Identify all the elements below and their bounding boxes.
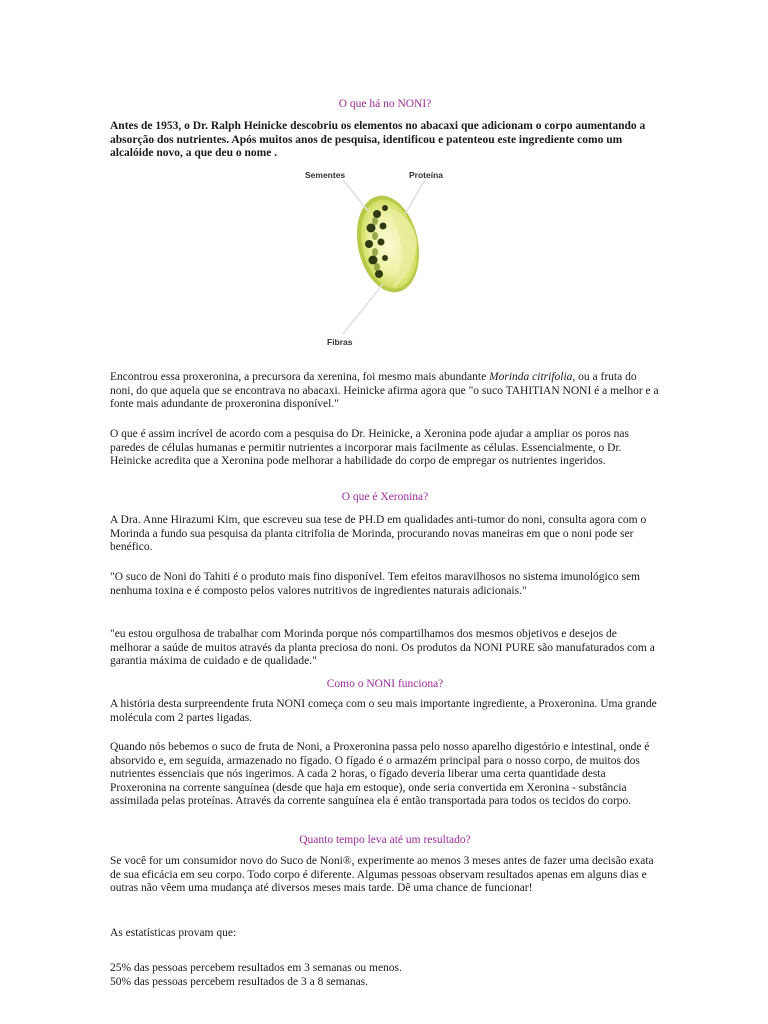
paragraph-proxeronina-part1: Encontrou essa proxeronina, a precursora da xerenina, foi mesmo mais abundante xyxy=(110,371,490,383)
paragraph-dra-anne: A Dra. Anne Hirazumi Kim, que escreveu sua tese de PH.D em qualidades anti-tumor do noni, consulta agora com o Morinda a fundo sua pesquisa da planta citrifolia de Morinda, procurando novas maneiras em que o noni pode ser benéfico. xyxy=(110,514,647,554)
intro-paragraph: Antes de 1953, o Dr. Ralph Heinicke descobriu os elementos no abacaxi que adicionam o corpo aumentando a absorção dos nutrientes. Após muitos anos de pesquisa, identificou e patenteou este ingrediente como um alcalóide novo, a que deu o nome . xyxy=(110,120,646,159)
paragraph-history: A história desta surpreendente fruta NONI começa com o seu mais importante ingrediente, a Proxeronina. Uma grande molécula com 2 partes ligadas. xyxy=(110,698,657,724)
noni-cross-section-illustration xyxy=(305,166,485,352)
label-fibers: Fibras xyxy=(327,337,353,347)
quote-tahiti-juice: "O suco de Noni do Tahiti é o produto mais fino disponível. Tem efeitos maravilhosos no sistema imunológico sem nenhuma toxina e é composto pelos valores nutritivos de ingredientes naturais adicionais." xyxy=(110,571,640,597)
label-protein: Proteína xyxy=(409,170,444,180)
label-seeds: Sementes xyxy=(305,170,346,180)
heading-what-is-in-noni: O que há no NONI? xyxy=(338,98,432,110)
heading-time-to-result: Quanto tempo leva até um resultado? xyxy=(299,834,471,846)
paragraph-new-consumer: Se você for um consumidor novo do Suco de Noni®, experimente ao menos 3 meses antes de fazer uma decisão exata de sua eficácia em seu corpo. Todo corpo é diferente. Algumas pessoas observam resultados apenas em alguns dias e outras não vêem uma mudança até diversos meses mais tarde. Dê uma chance de funcionar! xyxy=(110,855,654,895)
species-name: Morinda citrifolia, xyxy=(489,371,576,383)
noni-fruit-figure xyxy=(305,166,485,352)
stat-line-50: 50% das pessoas percebem resultados de 3 a 8 semanas. xyxy=(110,976,369,988)
paragraph-proxeronina-part2: ou a fruta do noni, do que aquela que se encontrava no abacaxi. Heinicke afirma agora que "o suco TAHITIAN NONI é a melhor e a fonte mais adundante de proxeronina disponível." xyxy=(110,371,659,411)
heading-how-noni-works: Como o NONI funciona? xyxy=(326,678,444,690)
quote-morinda: "eu estou orgulhosa de trabalhar com Morinda porque nós compartilhamos dos mesmos objetivos e desejos de melhorar a saúde de muitos através da planta preciosa do noni. Os produtos da NONI PURE são manufaturados com a garantia máxima de cuidado e de qualidade." xyxy=(110,628,655,668)
heading-what-is-xeronina: O que é Xeronina? xyxy=(341,491,429,503)
stat-line-25: 25% das pessoas percebem resultados em 3 semanas ou menos. xyxy=(110,962,402,974)
paragraph-statistics-intro: As estatísticas provam que: xyxy=(110,927,237,939)
paragraph-proxeronina xyxy=(110,371,660,412)
paragraph-xeronina-research: O que é assim incrível de acordo com a pesquisa do Dr. Heinicke, a Xeronina pode ajudar a ampliar os poros nas paredes de células humanas e permitir nutrientes a incorporar mais facilmente as células. Essencialmente, o Dr. Heinicke acredita que a Xeronina pode melhorar a habilidade do corpo de empregar os nutrientes ingeridos. xyxy=(110,428,629,468)
paragraph-digestion: Quando nós bebemos o suco de fruta de Noni, a Proxeronina passa pelo nosso aparelho digestório e intestinal, onde é absorvido e, em seguida, armazenado no fígado. O fígado é o armazém principal para o nosso corpo, de muitos dos nutrientes essenciais que nós ingerimos. A cada 2 horas, o fígado deveria liberar uma certa quantidade desta Proxeronina na corrente sanguínea (desde que haja em estoque), onde seria convertida em Xeronina - substância assimilada pelas proteínas. Através da corrente sanguínea ela é então transportada para todos os tecidos do corpo. xyxy=(110,741,650,808)
